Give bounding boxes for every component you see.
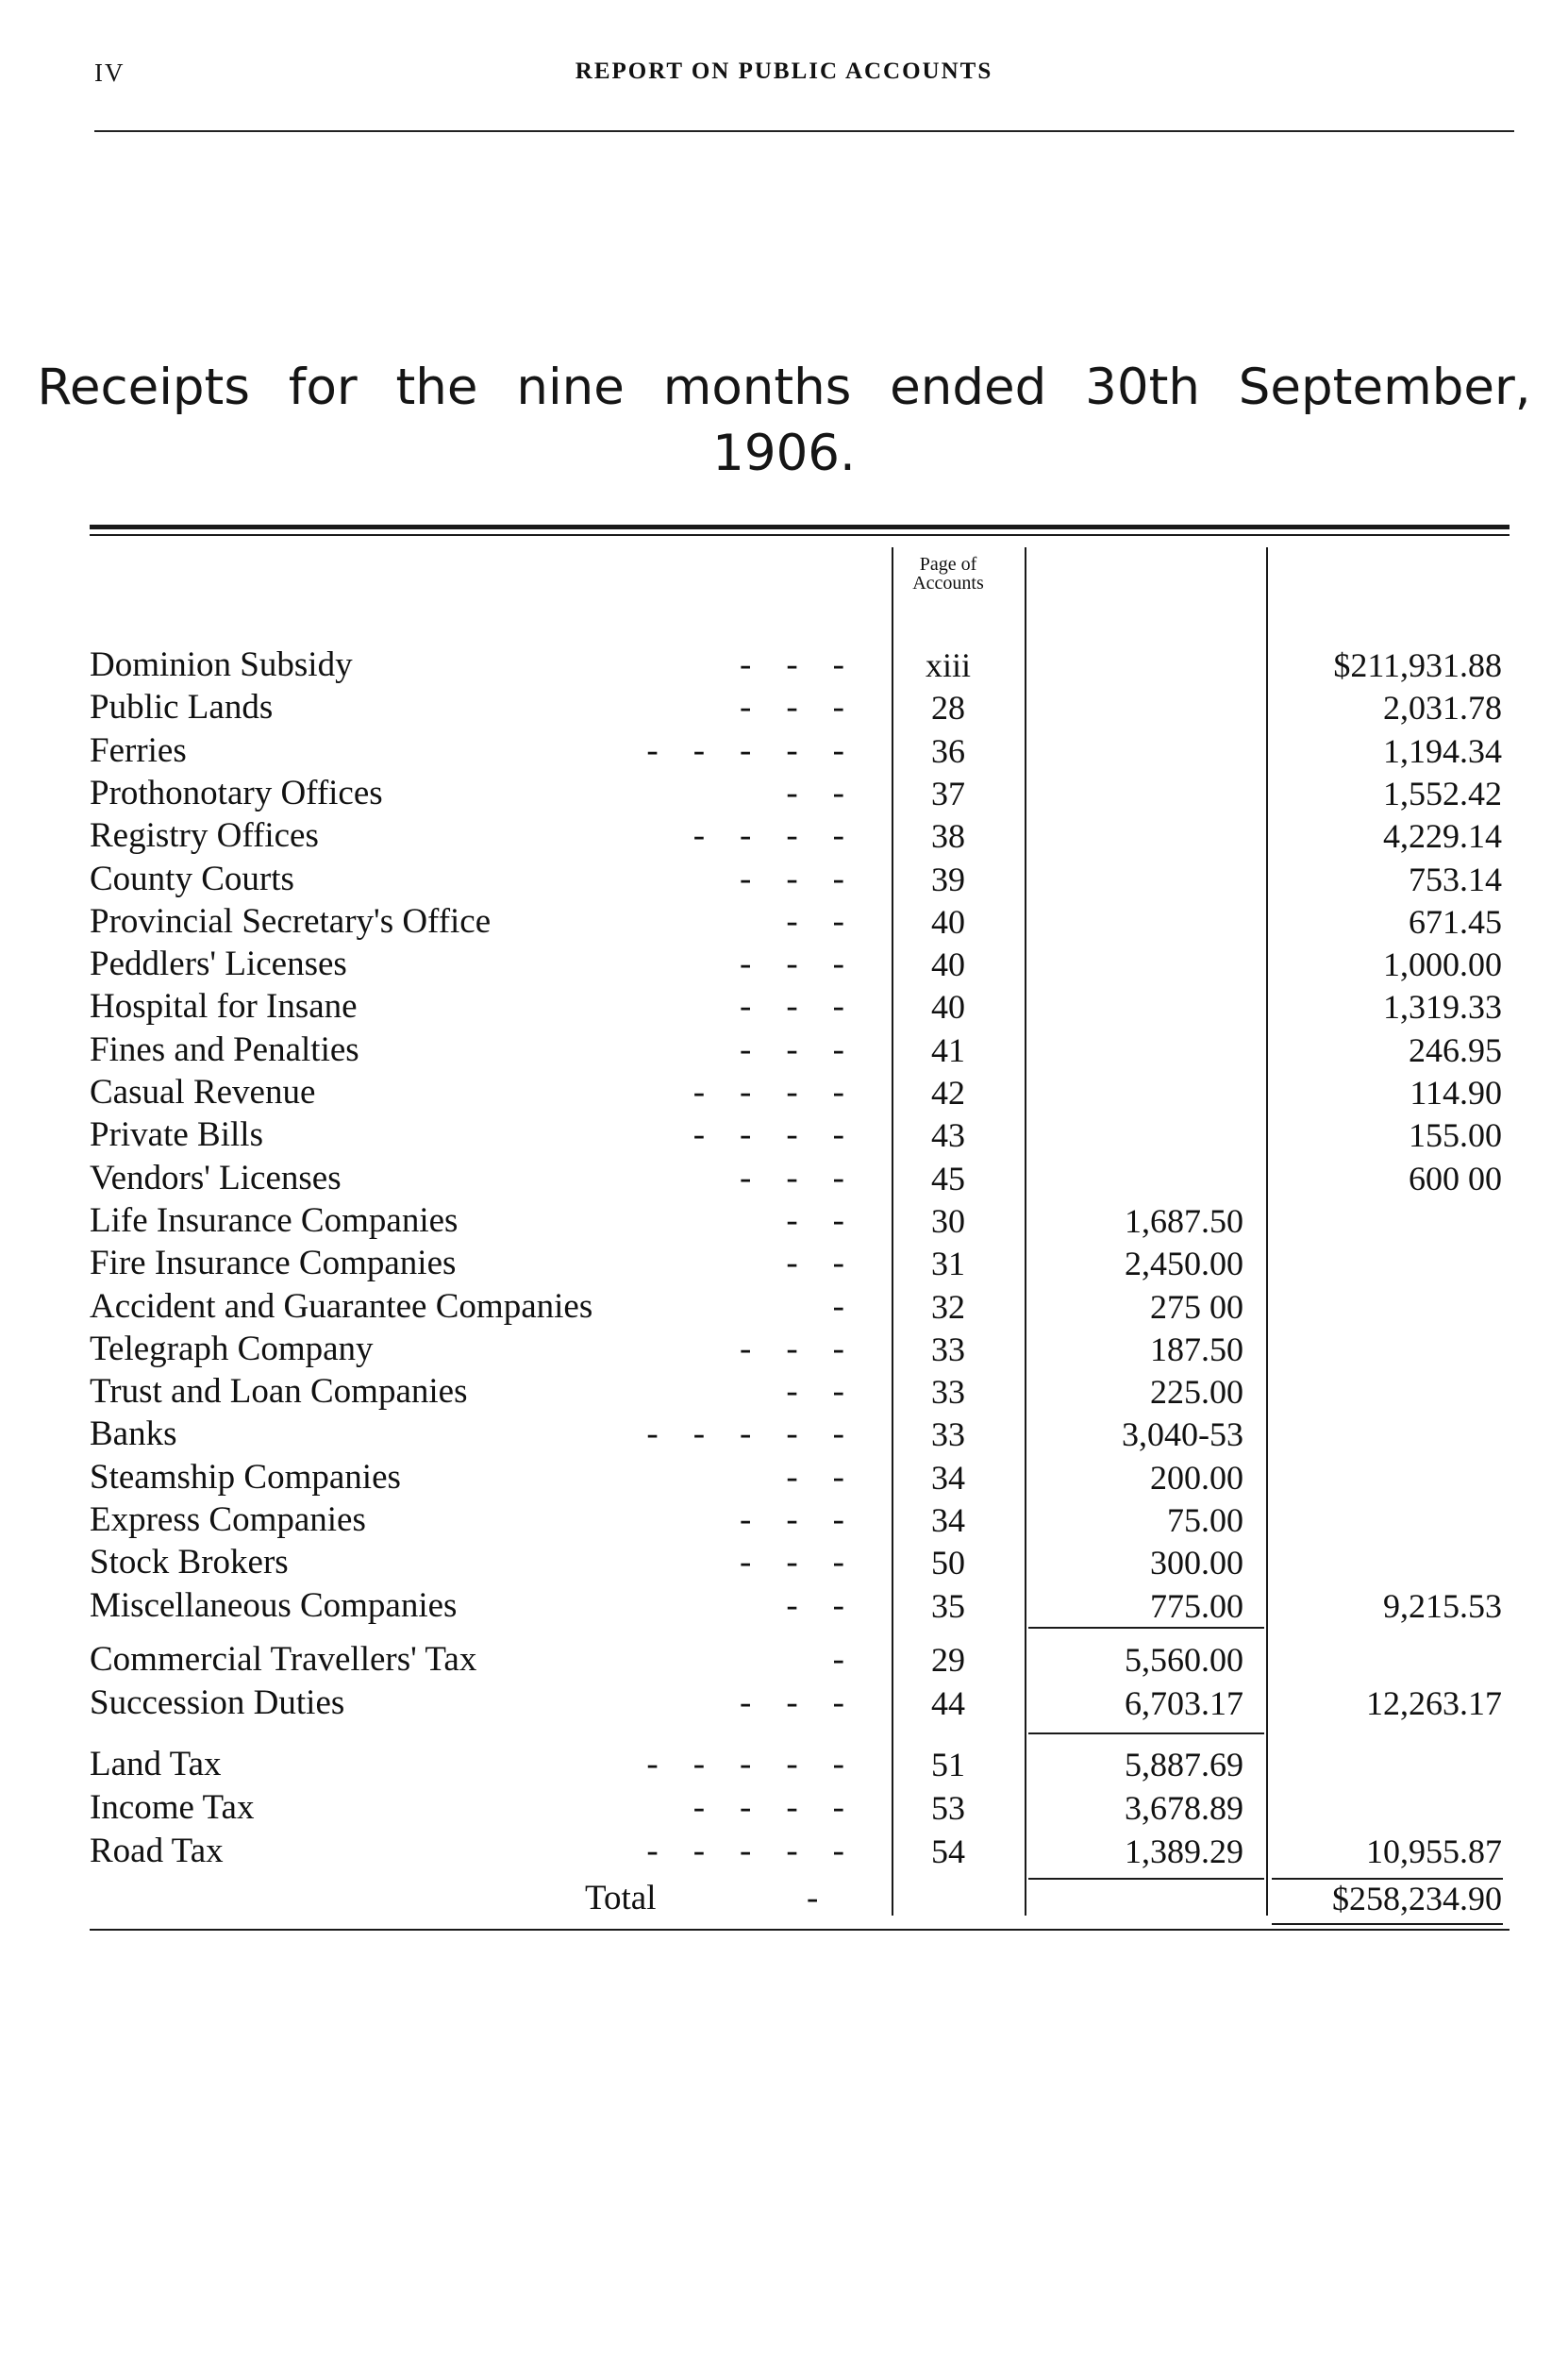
table-row-page: 28 — [931, 689, 965, 728]
table-row-label: Telegraph Company — [90, 1329, 374, 1368]
table-row-amount: 275 00 — [1150, 1287, 1243, 1326]
table-row-dashes: - - - — [740, 1500, 844, 1539]
table-row-page: 54 — [931, 1833, 965, 1870]
table-row-dashes: - - — [786, 1372, 844, 1412]
table-row-page: 40 — [931, 902, 965, 941]
table-row-label: Steamship Companies — [90, 1457, 401, 1497]
table-row-page: 50 — [931, 1544, 965, 1582]
table-row-page: 42 — [931, 1074, 965, 1112]
table-row-dashes: - - - — [740, 1329, 844, 1368]
table-row-label: Registry Offices — [90, 816, 319, 856]
table-row-dashes: - - — [786, 773, 844, 812]
total-amount: $258,234.90 — [1332, 1880, 1502, 1917]
table-row-subtotal: 246.95 — [1409, 1030, 1502, 1069]
table-row-dashes: - - — [786, 1200, 844, 1240]
table-row-dashes: - - - — [740, 645, 844, 684]
table-row-page: 45 — [931, 1159, 965, 1197]
table-row-page: 34 — [931, 1501, 965, 1539]
table-row-page: 29 — [931, 1641, 965, 1679]
table-row-label: Income Tax — [90, 1788, 255, 1827]
table-row-dashes: - - — [786, 1585, 844, 1625]
table-row-label: Fines and Penalties — [90, 1029, 359, 1069]
page-column-header-line2: Accounts — [912, 573, 984, 594]
table-row-label: Dominion Subsidy — [90, 645, 353, 684]
page-column-header-line1: Page of — [919, 554, 977, 575]
table-row-page: xiii — [925, 646, 971, 684]
table-row-page: 40 — [931, 946, 965, 984]
table-bottom-rule — [90, 1929, 1510, 1931]
table-row-subtotal: 1,552.42 — [1383, 774, 1502, 812]
header-rule — [94, 130, 1514, 132]
subtotal-rule-taxes — [1028, 1878, 1264, 1880]
table-row-amount: 75.00 — [1167, 1501, 1243, 1539]
table-row-label: Public Lands — [90, 688, 274, 728]
table-row-label: Ferries — [90, 730, 187, 770]
table-row-page: 43 — [931, 1116, 965, 1155]
table-row-page: 44 — [931, 1684, 965, 1722]
table-row-page: 30 — [931, 1201, 965, 1240]
table-row-page: 33 — [931, 1373, 965, 1412]
table-row-page: 33 — [931, 1415, 965, 1454]
table-row-amount: 1,687.50 — [1125, 1201, 1243, 1240]
table-row-dashes: - - - - — [692, 816, 844, 856]
table-row-subtotal: 114.90 — [1410, 1074, 1502, 1112]
table-row-label: Commercial Travellers' Tax — [90, 1640, 477, 1679]
table-row-subtotal: 2,031.78 — [1383, 689, 1502, 728]
table-row-page: 33 — [931, 1330, 965, 1368]
table-row-dashes: - - - - — [692, 1788, 844, 1827]
table-row-subtotal: $211,931.88 — [1333, 646, 1502, 684]
table-row-dashes: - - - - - — [646, 730, 844, 770]
table-top-rule-thick — [90, 525, 1510, 529]
table-row-page: 31 — [931, 1245, 965, 1283]
table-row-subtotal: 671.45 — [1409, 902, 1502, 941]
table-row-dashes: - - - — [740, 1683, 844, 1722]
table-row-page: 36 — [931, 731, 965, 770]
table-row-subtotal: 9,215.53 — [1383, 1586, 1502, 1625]
table-row-label: Succession Duties — [90, 1683, 345, 1722]
table-row-label: Private Bills — [90, 1115, 263, 1155]
table-row-dashes: - - - — [740, 1158, 844, 1197]
table-row-subtotal: 4,229.14 — [1383, 817, 1502, 856]
page-number: IV — [94, 59, 125, 87]
table-row-page: 32 — [931, 1287, 965, 1326]
page-column-right-rule — [1025, 547, 1026, 1916]
table-row-page: 39 — [931, 860, 965, 898]
table-row-amount: 6,703.17 — [1125, 1684, 1243, 1722]
table-row-label: Hospital for Insane — [90, 987, 358, 1027]
table-row-subtotal: 155.00 — [1409, 1116, 1502, 1155]
table-row-amount: 2,450.00 — [1125, 1245, 1243, 1283]
table-row-dashes: - - - — [740, 1029, 844, 1069]
table-row-page: 34 — [931, 1458, 965, 1497]
page-column-header — [892, 555, 1005, 593]
table-row-dashes: - — [832, 1640, 844, 1679]
table-row-amount: 300.00 — [1150, 1544, 1243, 1582]
table-row-page: 53 — [931, 1789, 965, 1827]
table-row-dashes: - - - — [740, 1543, 844, 1582]
table-row-amount: 200.00 — [1150, 1458, 1243, 1497]
table-row-dashes: - - - - - — [646, 1414, 844, 1454]
running-title: REPORT ON PUBLIC ACCOUNTS — [575, 59, 993, 84]
table-row-amount: 225.00 — [1150, 1373, 1243, 1412]
table-row-amount: 775.00 — [1150, 1586, 1243, 1625]
table-row-amount: 5,560.00 — [1125, 1641, 1243, 1679]
table-row-subtotal: 1,000.00 — [1383, 946, 1502, 984]
table-row-dashes: - - - — [740, 987, 844, 1027]
table-row-amount: 187.50 — [1150, 1330, 1243, 1368]
table-row-page: 41 — [931, 1030, 965, 1069]
table-row-subtotal: 753.14 — [1409, 860, 1502, 898]
total-rule-bottom — [1272, 1923, 1503, 1925]
amount-column-right-rule — [1266, 547, 1268, 1916]
table-row-dashes: - - - - - — [646, 1832, 844, 1870]
table-row-dashes: - - — [786, 901, 844, 941]
table-row-dashes: - - - - - — [646, 1745, 844, 1783]
table-row-subtotal: 600 00 — [1409, 1159, 1502, 1197]
table-row-label: Casual Revenue — [90, 1073, 316, 1112]
table-row-page: 40 — [931, 988, 965, 1027]
table-row-subtotal: 1,194.34 — [1383, 731, 1502, 770]
table-row-label: Stock Brokers — [90, 1543, 289, 1582]
table-row-label: Life Insurance Companies — [90, 1200, 459, 1240]
table-row-page: 38 — [931, 817, 965, 856]
table-row-subtotal: 1,319.33 — [1383, 988, 1502, 1027]
table-row-label: Trust and Loan Companies — [90, 1372, 468, 1412]
table-row-label: Peddlers' Licenses — [90, 945, 347, 984]
table-row-amount: 1,389.29 — [1125, 1833, 1243, 1870]
table-row-page: 37 — [931, 774, 965, 812]
table-row-dashes: - - — [786, 1457, 844, 1497]
table-row-label: County Courts — [90, 859, 294, 898]
table-row-label: Provincial Secretary's Office — [90, 901, 492, 941]
table-row-page: 51 — [931, 1746, 965, 1783]
table-row-amount: 3,678.89 — [1125, 1789, 1243, 1827]
subtotal-rule-duties — [1028, 1732, 1264, 1734]
document-title: Receipts for the nine months ended 30th September, — [37, 359, 1531, 416]
table-row-dashes: - - - — [740, 859, 844, 898]
table-row-label: Land Tax — [90, 1745, 222, 1783]
table-row-dashes: - - - - — [692, 1073, 844, 1112]
table-row-dashes: - - — [786, 1244, 844, 1283]
document-title-year: 1906. — [712, 425, 856, 482]
table-row-label: Prothonotary Offices — [90, 773, 383, 812]
table-row-subtotal: 12,263.17 — [1366, 1684, 1502, 1722]
table-row-label: Miscellaneous Companies — [90, 1585, 458, 1625]
total-dash: - — [807, 1879, 819, 1917]
table-row-dashes: - — [832, 1286, 844, 1326]
table-row-label: Express Companies — [90, 1500, 366, 1539]
table-row-label: Accident and Guarantee Companies — [90, 1286, 593, 1326]
total-label: Total — [585, 1879, 657, 1917]
table-row-label: Road Tax — [90, 1832, 224, 1870]
table-top-rule-thin — [90, 534, 1510, 536]
table-row-label: Fire Insurance Companies — [90, 1244, 457, 1283]
table-row-dashes: - - - — [740, 945, 844, 984]
table-row-dashes: - - - - — [692, 1115, 844, 1155]
subtotal-rule-companies — [1028, 1627, 1264, 1629]
table-row-subtotal: 10,955.87 — [1366, 1833, 1502, 1870]
table-row-label: Banks — [90, 1414, 177, 1454]
table-row-label: Vendors' Licenses — [90, 1158, 342, 1197]
table-row-dashes: - - - — [740, 688, 844, 728]
table-row-page: 35 — [931, 1586, 965, 1625]
table-row-amount: 3,040-53 — [1122, 1415, 1243, 1454]
table-row-amount: 5,887.69 — [1125, 1746, 1243, 1783]
